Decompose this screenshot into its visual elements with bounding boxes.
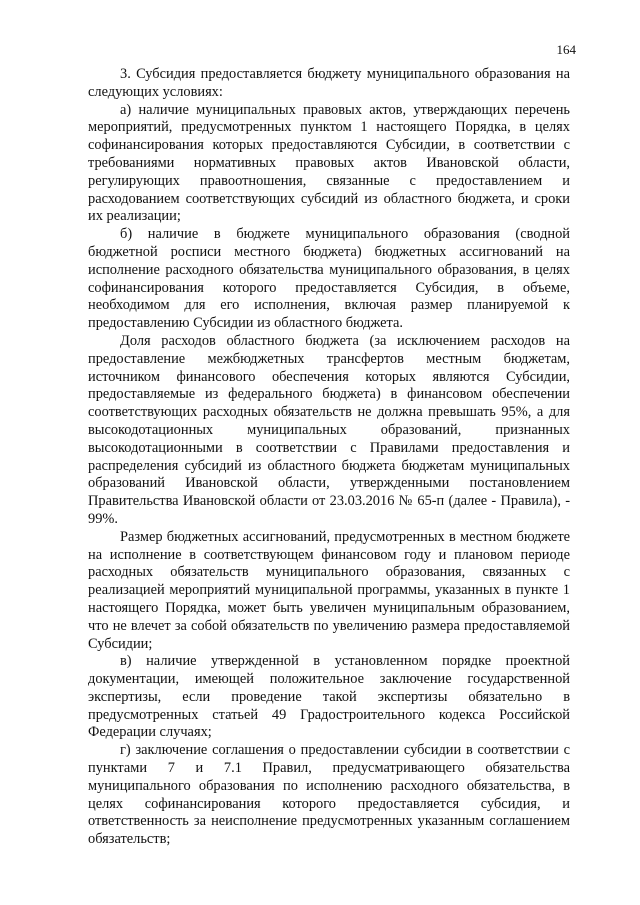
paragraph-allocation-size: Размер бюджетных ассигнований, предусмотренных в местном бюджете на исполнение в соответствующем финансовом году и плановом периоде расходных обязательств муниципального образования, связанных с реализацией мероприятий муниципальной программы, указанных в пункте 1 настоящего Порядка, может быть увеличен муниципальным образованием, что не влечет за собой обязательств по увеличению размера предоставляемой Субсидии; <box>88 528 570 652</box>
paragraph-clause-3: 3. Субсидия предоставляется бюджету муниципального образования на следующих условиях: <box>88 66 570 100</box>
page-number: 164 <box>556 42 576 57</box>
paragraph-condition-v: в) наличие утвержденной в установленном порядке проектной документации, имеющей положительное заключение государственной экспертизы, если проведение такой экспертизы обязательно в предусмотренных статьей 49 Градостроительного кодекса Российской Федерации случаях; <box>88 653 570 741</box>
paragraph-condition-g: г) заключение соглашения о предоставлении субсидии в соответствии с пунктами 7 и 7.1 Правил, предусматривающего обязательства муниципального образования по исполнению расходного обязательства, в целях софинансирования которого предоставляется субсидия, и ответственность за неисполнение предусмотренных указанным соглашением обязательств; <box>88 742 570 848</box>
document-body <box>88 66 570 849</box>
paragraph-condition-b: б) наличие в бюджете муниципального образования (сводной бюджетной росписи местного бюджета) бюджетных ассигнований на исполнение расходного обязательства муниципального образования, в целях софинансирования которого предоставляется Субсидия, в объеме, необходимом для его исполнения, включая размер планируемой к предоставлению Субсидии из областного бюджета. <box>88 226 570 332</box>
paragraph-condition-a: а) наличие муниципальных правовых актов, утверждающих перечень мероприятий, предусмотренных пунктом 1 настоящего Порядка, в целях софинансирования которых предоставляются Субсидии, в соответствии с требованиями нормативных правовых актов Ивановской области, регулирующих правоотношения, связанные с предоставлением и расходованием соответствующих субсидий из областного бюджета, и сроки их реализации; <box>88 101 570 225</box>
paragraph-budget-share: Доля расходов областного бюджета (за исключением расходов на предоставление межбюджетных трансфертов местным бюджетам, источником финансового обеспечения которых являются Субсидии, предоставляемые из федерального бюджета) в финансовом обеспечении соответствующих расходных обязательств не должна превышать 95%, а для высокодотационных муниципальных образований, признанных высокодотационными в соответствии с Правилами предоставления и распределения субсидий из областного бюджета бюджетам муниципальных образований Ивановской области, утвержденными постановлением Правительства Ивановской области от 23.03.2016 № 65-п (далее - Правила), - 99%. <box>88 332 570 527</box>
